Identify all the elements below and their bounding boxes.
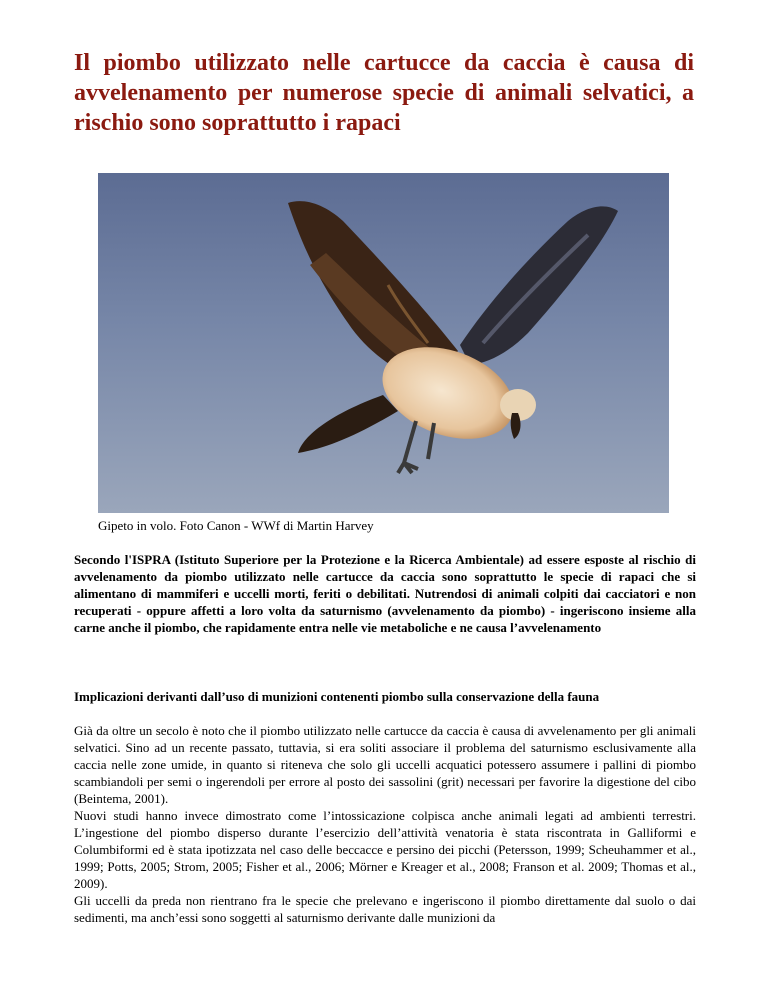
- article-body: [74, 722, 696, 926]
- bearded-vulture-photo: [98, 173, 669, 513]
- photo-caption: Gipeto in volo. Foto Canon - WWf di Martin Harvey: [98, 518, 374, 533]
- article-title: Il piombo utilizzato nelle cartucce da caccia è causa di avvelenamento per numerose specie di animali selvatici, a rischio sono soprattutto i rapaci: [74, 50, 694, 136]
- body-paragraph: Già da oltre un secolo è noto che il piombo utilizzato nelle cartucce da caccia è causa di avvelenamento per gli animali selvatici. Sino ad un recente passato, tuttavia, si era soliti associare il problema del saturnismo esclusivamente alla caccia nelle zone umide, in quanto si riteneva che solo gli uccelli acquatici potessero assumere i pallini di piombo scambiandoli per semi o ingerendoli per errore al posto dei sassolini (grit) necessari per favorire la digestione del cibo (Beintema, 2001).: [74, 723, 696, 806]
- section-heading: Implicazioni derivanti dall’uso di munizioni contenenti piombo sulla conservazione della fauna: [74, 689, 600, 704]
- body-paragraph: Nuovi studi hanno invece dimostrato come l’intossicazione colpisca anche animali legati ad ambienti terrestri. L’ingestione del piombo disperso durante l’esercizio dell’attività venatoria è stata riscontrata in Galliformi e Columbiformi ed è stata ipotizzata nel caso delle beccacce e persino dei picchi (Petersson, 1999; Scheuhammer et al., 1999; Potts, 2005; Strom, 2005; Fisher et al., 2006; Mörner e Kreager et al., 2008; Franson et al. 2009; Thomas et al., 2009).: [74, 808, 696, 891]
- body-paragraph: Gli uccelli da preda non rientrano fra le specie che prelevano e ingeriscono il piombo direttamente dal suolo o dai sedimenti, ma anch’essi sono soggetti al saturnismo derivante dalle munizioni da: [74, 893, 696, 925]
- intro-paragraph: Secondo l'ISPRA (Istituto Superiore per la Protezione e la Ricerca Ambientale) ad essere esposte al rischio di avvelenamento da piombo utilizzato nelle cartucce da caccia sono soprattutto le specie di rapaci che si alimentano di mammiferi e uccelli morti, feriti o debilitati. Nutrendosi di animali colpiti dai cacciatori e non recuperati - oppure affetti a loro volta da saturnismo (avvelenamento da piombo) - ingeriscono insieme alla carne anche il piombo, che rapidamente entra nelle vie metaboliche e ne causa l’avvelenamento: [74, 552, 696, 635]
